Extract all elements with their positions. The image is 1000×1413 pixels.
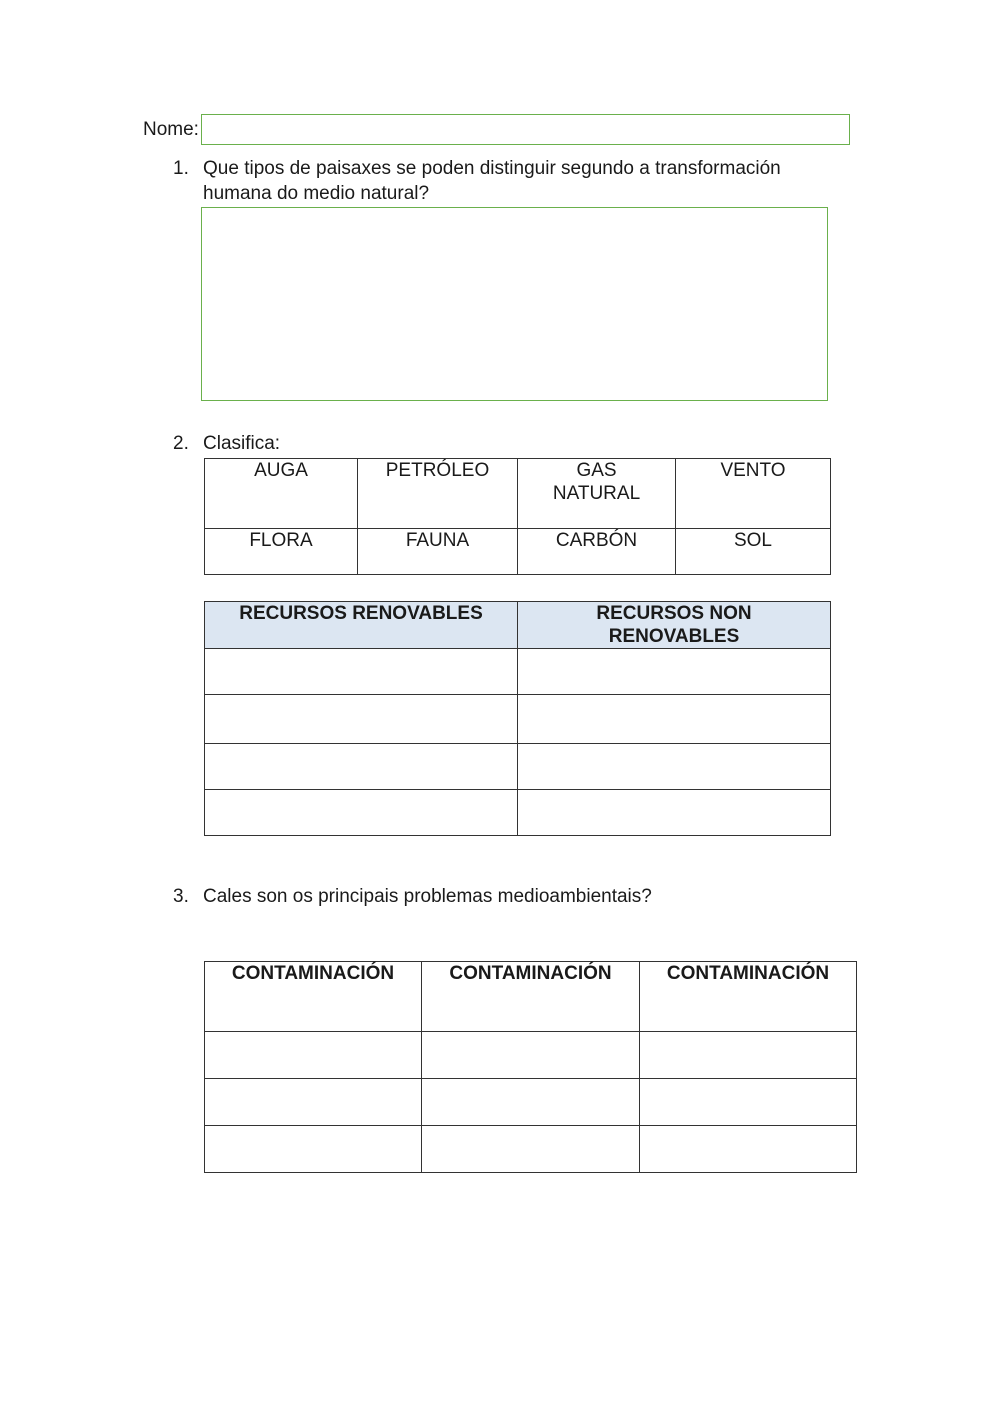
pollution-cell[interactable] xyxy=(422,1126,640,1173)
pollution-cell[interactable] xyxy=(640,1079,857,1126)
non-renewable-cell[interactable] xyxy=(518,695,831,744)
question-2-text: Clasifica: xyxy=(203,433,281,454)
question-1-text-line1: Que tipos de paisaxes se poden distinguir segundo a transformación xyxy=(203,158,781,179)
word-text: AUGA xyxy=(254,460,308,481)
word-text: FAUNA xyxy=(405,530,470,551)
question-3-number: 3. xyxy=(173,886,189,907)
question-1-answer-input[interactable] xyxy=(201,207,828,401)
pollution-cell[interactable] xyxy=(640,1126,857,1173)
non-renewable-cell[interactable] xyxy=(518,649,831,695)
word-cell[interactable] xyxy=(358,459,518,529)
word-cell[interactable] xyxy=(518,529,676,575)
table-row xyxy=(205,790,831,836)
non-renewable-header-text: RENOVABLES xyxy=(608,626,740,647)
non-renewable-header-text: RECURSOS NON xyxy=(596,603,752,624)
pollution-header: CONTAMINACIÓN xyxy=(205,962,422,1032)
question-1-text-line2: humana do medio natural? xyxy=(203,183,430,204)
renewable-header-text: RECURSOS RENOVABLES xyxy=(239,603,483,624)
word-text: CARBÓN xyxy=(555,530,638,551)
table-row xyxy=(205,1032,857,1079)
word-bank-row xyxy=(205,459,831,529)
table-row xyxy=(205,695,831,744)
pollution-cell[interactable] xyxy=(205,1079,422,1126)
question-1-number: 1. xyxy=(173,158,189,179)
question-2-number: 2. xyxy=(173,433,189,454)
word-text: PETRÓLEO xyxy=(385,460,490,481)
pollution-cell[interactable] xyxy=(422,1079,640,1126)
resources-table xyxy=(204,601,831,836)
question-3-text: Cales son os principais problemas medioambientais? xyxy=(203,886,652,907)
word-cell[interactable] xyxy=(676,459,831,529)
word-cell[interactable] xyxy=(205,459,358,529)
word-text: VENTO xyxy=(720,460,786,481)
renewable-cell[interactable] xyxy=(205,649,518,695)
renewable-cell[interactable] xyxy=(205,790,518,836)
table-row xyxy=(205,649,831,695)
word-text: SOL xyxy=(733,530,773,551)
non-renewable-cell[interactable] xyxy=(518,790,831,836)
word-cell[interactable] xyxy=(205,529,358,575)
word-bank-table xyxy=(204,458,831,575)
pollution-table xyxy=(204,961,857,1173)
table-row xyxy=(205,1079,857,1126)
renewable-cell[interactable] xyxy=(205,744,518,790)
pollution-cell[interactable] xyxy=(205,1032,422,1079)
word-text: FLORA xyxy=(249,530,313,551)
pollution-cell[interactable] xyxy=(205,1126,422,1173)
name-input[interactable] xyxy=(201,114,850,145)
resources-header-row xyxy=(205,602,831,649)
pollution-header-row xyxy=(205,962,857,1032)
table-row xyxy=(205,744,831,790)
table-row xyxy=(205,1126,857,1173)
pollution-cell[interactable] xyxy=(640,1032,857,1079)
word-bank-row xyxy=(205,529,831,575)
word-text: NATURAL xyxy=(552,483,641,504)
renewable-cell[interactable] xyxy=(205,695,518,744)
non-renewable-header xyxy=(518,602,831,649)
pollution-header: CONTAMINACIÓN xyxy=(640,962,857,1032)
pollution-header: CONTAMINACIÓN xyxy=(422,962,640,1032)
word-cell[interactable] xyxy=(358,529,518,575)
word-cell[interactable] xyxy=(518,459,676,529)
renewable-header xyxy=(205,602,518,649)
word-text: GAS xyxy=(576,460,617,481)
non-renewable-cell[interactable] xyxy=(518,744,831,790)
pollution-cell[interactable] xyxy=(422,1032,640,1079)
name-label: Nome: xyxy=(143,119,199,140)
word-cell[interactable] xyxy=(676,529,831,575)
